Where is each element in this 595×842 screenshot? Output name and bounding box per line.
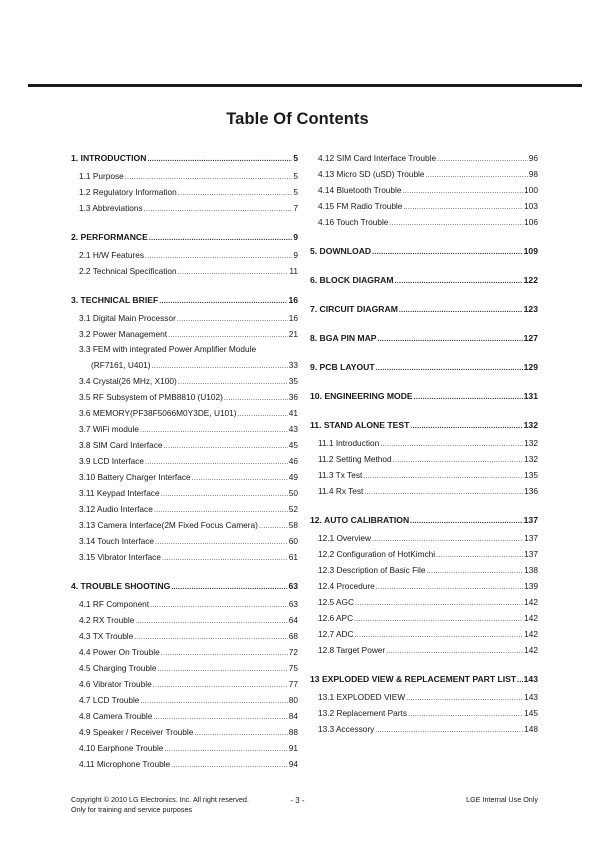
toc-subsection-entry[interactable] (71, 469, 298, 485)
toc-entry-page: 106 (524, 217, 538, 227)
dot-leader (376, 361, 523, 377)
toc-entry-page: 148 (524, 724, 538, 734)
toc-entry-page: 43 (288, 424, 298, 434)
header-rule (28, 84, 582, 87)
dot-leader (380, 437, 523, 453)
toc-subsection-entry[interactable] (310, 182, 538, 198)
toc-entry-page: 137 (524, 549, 538, 559)
toc-entry-page: 50 (288, 488, 298, 498)
dot-leader (437, 152, 528, 168)
toc-entry-label: 3.2 Power Management (79, 329, 168, 339)
dot-leader (410, 419, 522, 435)
toc-subsection-entry[interactable] (310, 562, 538, 578)
toc-entry-label: 3.10 Battery Charger Interface (79, 472, 191, 482)
dot-leader (238, 407, 288, 423)
dot-leader (395, 274, 523, 290)
toc-entry-page: 61 (288, 552, 298, 562)
dot-leader (426, 564, 523, 580)
toc-entry-page: 135 (524, 470, 538, 480)
toc-section-entry[interactable] (310, 359, 538, 375)
toc-entry-label: 13.1 EXPLODED VIEW (318, 692, 406, 702)
toc-entry-label: 13 EXPLODED VIEW & REPLACEMENT PART LIST (310, 674, 517, 684)
toc-entry-page: 35 (288, 376, 298, 386)
toc-entry-label: 4.8 Camera Trouble (79, 711, 153, 721)
toc-subsection-entry[interactable] (310, 705, 538, 721)
dot-leader (410, 514, 523, 530)
toc-subsection-entry[interactable] (71, 184, 298, 200)
toc-section-entry[interactable] (71, 578, 298, 594)
toc-entry-label: 1.3 Abbreviations (79, 203, 143, 213)
toc-section-entry[interactable] (71, 292, 298, 308)
toc-entry-page: 132 (524, 454, 538, 464)
toc-entry-label: 4.6 Vibrator Trouble (79, 679, 152, 689)
toc-subsection-entry[interactable] (310, 467, 538, 483)
toc-entry-label: 11. STAND ALONE TEST (310, 420, 410, 430)
dot-leader (178, 265, 289, 281)
toc-entry-label: 4.5 Charging Trouble (79, 663, 157, 673)
toc-entry-label: 6. BLOCK DIAGRAM (310, 275, 394, 285)
toc-entry-page: 46 (288, 456, 298, 466)
toc-entry-page: 138 (524, 565, 538, 575)
toc-subsection-entry[interactable] (310, 530, 538, 546)
toc-subsection-entry[interactable] (71, 326, 298, 342)
dot-leader (393, 453, 524, 469)
toc-entry-page: 72 (288, 647, 298, 657)
toc-subsection-entry[interactable] (71, 740, 298, 756)
dot-leader (163, 439, 287, 455)
dot-leader (158, 662, 288, 678)
toc-entry-label: 10. ENGINEERING MODE (310, 391, 413, 401)
dot-leader (194, 726, 287, 742)
toc-entry-page: 100 (524, 185, 538, 195)
toc-subsection-entry[interactable] (71, 485, 298, 501)
toc-entry-label: 3.9 LCD Interface (79, 456, 145, 466)
dot-leader (406, 691, 523, 707)
toc-subsection-entry[interactable] (71, 263, 298, 279)
toc-entry-page: 80 (288, 695, 298, 705)
toc-subsection-entry[interactable] (310, 642, 538, 658)
toc-entry-page: 143 (523, 674, 538, 684)
toc-entry-label: 4.15 FM Radio Trouble (318, 201, 403, 211)
toc-subsection-entry[interactable] (310, 166, 538, 182)
toc-subsection-entry[interactable] (71, 628, 298, 644)
toc-entry-label: 3.1 Digital Main Processor (79, 313, 176, 323)
dot-leader (426, 168, 528, 184)
toc-subsection-entry[interactable] (310, 150, 538, 166)
toc-entry-label: 3. TECHNICAL BRIEF (71, 295, 159, 305)
toc-subsection-entry[interactable] (71, 517, 298, 533)
toc-entry-page: 16 (288, 313, 298, 323)
dot-leader (372, 245, 523, 261)
toc-entry-page: 9 (293, 250, 298, 260)
dot-leader (178, 186, 293, 202)
toc-entry-label: 3.12 Audio Interface (79, 504, 153, 514)
toc-entry-label: 12.8 Target Power (318, 645, 386, 655)
toc-entry-label: 2.1 H/W Features (79, 250, 145, 260)
dot-leader (161, 487, 288, 503)
toc-section-entry[interactable] (310, 272, 538, 288)
toc-entry-label: 3.11 Keypad Interface (79, 488, 160, 498)
toc-entry-label: 4.13 Micro SD (uSD) Trouble (318, 169, 425, 179)
toc-entry-label: 1. INTRODUCTION (71, 153, 147, 163)
toc-entry-page: 103 (524, 201, 538, 211)
toc-subsection-entry[interactable] (71, 168, 298, 184)
toc-entry-label: 3.14 Touch Interface (79, 536, 155, 546)
dot-leader (177, 312, 288, 328)
toc-entry-page: 98 (528, 169, 538, 179)
dot-leader (436, 548, 523, 564)
toc-entry-page: 137 (524, 533, 538, 543)
dot-leader (414, 390, 523, 406)
toc-entry-label: 4.4 Power On Trouble (79, 647, 160, 657)
toc-entry-label: 1.2 Regulatory Information (79, 187, 177, 197)
toc-entry-page: 132 (523, 420, 538, 430)
toc-entry-page: 139 (524, 581, 538, 591)
toc-entry-page: 142 (524, 645, 538, 655)
dot-leader (259, 519, 288, 535)
dot-leader (378, 332, 523, 348)
toc-section-entry[interactable] (310, 671, 538, 687)
toc-subsection-entry[interactable] (71, 708, 298, 724)
dot-leader (389, 216, 523, 232)
toc-entry-page: 58 (288, 520, 298, 530)
dot-leader (150, 598, 288, 614)
toc-entry-page: 5 (293, 171, 298, 181)
toc-entry-page: 96 (528, 153, 538, 163)
dot-leader (517, 673, 523, 689)
toc-entry-page: 36 (288, 392, 298, 402)
toc-entry-label: 12.7 ADC (318, 629, 354, 639)
dot-leader (162, 551, 288, 567)
toc-subsection-entry[interactable] (310, 594, 538, 610)
toc-entry-label: 1.1 Purpose (79, 171, 124, 181)
dot-leader (399, 303, 523, 319)
toc-entry-label: 3.5 RF Subsystem of PMB8810 (U102) (79, 392, 223, 402)
toc-entry-label: 3.3 FEM with integrated Power Amplifier Module (79, 344, 257, 354)
toc-entry-label: 4. TROUBLE SHOOTING (71, 581, 171, 591)
toc-entry-page: 91 (288, 743, 298, 753)
toc-entry-label: 4.9 Speaker / Receiver Trouble (79, 727, 194, 737)
toc-entry-page: 52 (288, 504, 298, 514)
toc-entry-page: 7 (293, 203, 298, 213)
toc-entry-page: 123 (523, 304, 538, 314)
dot-leader (149, 231, 292, 247)
dot-leader (408, 707, 523, 723)
dot-leader (147, 152, 292, 168)
toc-entry-label: 13.3 Accessory (318, 724, 375, 734)
toc-entry-page: 127 (523, 333, 538, 343)
dot-leader (355, 596, 523, 612)
classification-label: LGE Internal Use Only (466, 795, 538, 804)
toc-subsection-entry[interactable] (310, 689, 538, 705)
toc-entry-label: 4.7 LCD Trouble (79, 695, 140, 705)
toc-section-entry[interactable] (310, 417, 538, 433)
toc-entry-page: 60 (288, 536, 298, 546)
toc-subsection-entry[interactable] (310, 721, 538, 737)
toc-subsection-entry[interactable] (71, 373, 298, 389)
toc-entry-label: 4.3 TX Trouble (79, 631, 134, 641)
toc-subsection-entry[interactable] (71, 357, 298, 373)
toc-subsection-entry[interactable] (71, 453, 298, 469)
toc-entry-label: 11.4 Rx Test (318, 486, 364, 496)
toc-entry-label: (RF7161, U401) (91, 360, 151, 370)
toc-subsection-entry[interactable] (71, 549, 298, 565)
toc-subsection-entry[interactable] (71, 405, 298, 421)
toc-entry-page: 143 (524, 692, 538, 702)
toc-subsection-entry[interactable] (310, 483, 538, 499)
dot-leader (354, 612, 523, 628)
toc-entry-label: 4.2 RX Trouble (79, 615, 135, 625)
toc-subsection-entry[interactable] (71, 421, 298, 437)
toc-right-column (310, 150, 538, 737)
toc-entry-label: 11.3 Tx Test (318, 470, 363, 480)
toc-entry-label: 4.10 Earphone Trouble (79, 743, 164, 753)
toc-subsection-entry[interactable] (71, 437, 298, 453)
toc-entry-label: 3.6 MEMORY(PF38F5066M0Y3DE, U101) (79, 408, 237, 418)
toc-entry-label: 4.12 SIM Card Interface Trouble (318, 153, 437, 163)
toc-entry-label: 12. AUTO CALIBRATION (310, 515, 410, 525)
toc-entry-page: 77 (288, 679, 298, 689)
toc-section-entry[interactable] (310, 512, 538, 528)
toc-entry-page: 142 (524, 629, 538, 639)
toc-subsection-entry[interactable] (71, 724, 298, 740)
toc-entry-label: 3.7 WiFi module (79, 424, 139, 434)
dot-leader (364, 485, 523, 501)
toc-entry-label: 3.15 Vibrator Interface (79, 552, 161, 562)
toc-entry-label: 11.1 Introduction (318, 438, 380, 448)
toc-entry-label: 4.1 RF Component (79, 599, 150, 609)
toc-subsection-entry[interactable] (310, 578, 538, 594)
dot-leader (403, 184, 524, 200)
toc-section-entry[interactable] (310, 243, 538, 259)
toc-entry-label: 3.13 Camera Interface(2M Fixed Focus Camera) (79, 520, 258, 530)
toc-subsection-entry[interactable] (71, 596, 298, 612)
toc-entry-label: 2.2 Technical Specification (79, 266, 177, 276)
toc-entry-label: 4.11 Microphone Trouble (79, 759, 171, 769)
toc-entry-label: 11.2 Setting Method (318, 454, 392, 464)
toc-subsection-entry[interactable] (310, 546, 538, 562)
dot-leader (140, 694, 287, 710)
usage-note: Only for training and service purposes (71, 805, 193, 814)
toc-entry-page: 84 (288, 711, 298, 721)
toc-entry-label: 3.4 Crystal(26 MHz, X100) (79, 376, 177, 386)
toc-subsection-entry[interactable] (71, 342, 298, 357)
dot-leader (161, 646, 288, 662)
toc-subsection-entry[interactable] (310, 451, 538, 467)
toc-subsection-entry[interactable] (71, 200, 298, 216)
toc-entry-page: 142 (524, 597, 538, 607)
copyright-text: Copyright © 2010 LG Electronics. Inc. All right reserved. (71, 795, 249, 804)
toc-entry-page: 145 (524, 708, 538, 718)
toc-section-entry[interactable] (310, 301, 538, 317)
toc-subsection-entry[interactable] (71, 389, 298, 405)
toc-subsection-entry[interactable] (71, 660, 298, 676)
toc-subsection-entry[interactable] (310, 214, 538, 230)
toc-entry-label: 12.6 APC (318, 613, 354, 623)
toc-entry-page: 49 (288, 472, 298, 482)
toc-entry-label: 3.8 SIM Card Interface (79, 440, 163, 450)
dot-leader (144, 202, 293, 218)
toc-entry-label: 13.2 Replacement Parts (318, 708, 408, 718)
dot-leader (375, 723, 523, 739)
toc-entry-label: 12.3 Description of Basic File (318, 565, 426, 575)
toc-subsection-entry[interactable] (71, 533, 298, 549)
toc-entry-page: 21 (288, 329, 298, 339)
dot-leader (403, 200, 523, 216)
toc-subsection-entry[interactable] (71, 612, 298, 628)
toc-entry-label: 7. CIRCUIT DIAGRAM (310, 304, 398, 314)
toc-entry-page: 33 (288, 360, 298, 370)
toc-entry-label: 2. PERFORMANCE (71, 232, 148, 242)
toc-entry-page: 75 (288, 663, 298, 673)
toc-entry-page: 109 (523, 246, 538, 256)
toc-entry-label: 5. DOWNLOAD (310, 246, 372, 256)
toc-entry-page: 94 (288, 759, 298, 769)
toc-subsection-entry[interactable] (71, 692, 298, 708)
dot-leader (164, 742, 287, 758)
toc-subsection-entry[interactable] (310, 626, 538, 642)
toc-entry-page: 68 (288, 631, 298, 641)
toc-subsection-entry[interactable] (71, 247, 298, 263)
toc-entry-page: 131 (523, 391, 538, 401)
toc-entry-page: 64 (288, 615, 298, 625)
toc-entry-page: 5 (293, 187, 298, 197)
toc-entry-label: 12.5 AGC (318, 597, 354, 607)
toc-section-entry[interactable] (310, 388, 538, 404)
toc-entry-page: 41 (288, 408, 298, 418)
toc-entry-page: 122 (523, 275, 538, 285)
toc-entry-page: 129 (523, 362, 538, 372)
toc-entry-label: 12.2 Configuration of HotKimchi (318, 549, 436, 559)
dot-leader (192, 471, 288, 487)
toc-subsection-entry[interactable] (71, 310, 298, 326)
toc-entry-label: 12.4 Procedure (318, 581, 375, 591)
toc-subsection-entry[interactable] (310, 198, 538, 214)
toc-subsection-entry[interactable] (310, 610, 538, 626)
toc-entry-page: 88 (288, 727, 298, 737)
toc-left-column (71, 150, 298, 772)
toc-entry-page: 16 (288, 295, 298, 305)
dot-leader (386, 644, 523, 660)
toc-subsection-entry[interactable] (71, 756, 298, 772)
toc-entry-page: 63 (288, 581, 298, 591)
dot-leader (171, 580, 287, 596)
dot-leader (363, 469, 523, 485)
dot-leader (159, 294, 287, 310)
dot-leader (376, 580, 523, 596)
toc-entry-page: 45 (288, 440, 298, 450)
toc-subsection-entry[interactable] (310, 435, 538, 451)
toc-entry-page: 132 (524, 438, 538, 448)
toc-entry-page: 136 (524, 486, 538, 496)
dot-leader (171, 758, 288, 774)
toc-entry-label: 4.16 Touch Trouble (318, 217, 389, 227)
toc-entry-page: 63 (288, 599, 298, 609)
toc-entry-page: 5 (293, 153, 298, 163)
toc-section-entry[interactable] (310, 330, 538, 346)
dot-leader (155, 535, 288, 551)
page-number: - 3 - (290, 796, 305, 805)
toc-entry-label: 12.1 Overview (318, 533, 372, 543)
toc-section-entry[interactable] (71, 229, 298, 245)
toc-subsection-entry[interactable] (71, 501, 298, 517)
toc-subsection-entry[interactable] (71, 644, 298, 660)
toc-entry-label: 8. BGA PIN MAP (310, 333, 377, 343)
toc-entry-label: 4.14 Bluetooth Trouble (318, 185, 402, 195)
page-title: Table Of Contents (226, 110, 369, 128)
toc-entry-label: 9. PCB LAYOUT (310, 362, 375, 372)
dot-leader (135, 614, 287, 630)
toc-entry-page: 137 (523, 515, 538, 525)
toc-entry-page: 142 (524, 613, 538, 623)
toc-entry-page: 9 (293, 232, 298, 242)
toc-subsection-entry[interactable] (71, 676, 298, 692)
toc-entry-page: 11 (289, 266, 298, 276)
dot-leader (153, 678, 288, 694)
toc-section-entry[interactable] (71, 150, 298, 166)
